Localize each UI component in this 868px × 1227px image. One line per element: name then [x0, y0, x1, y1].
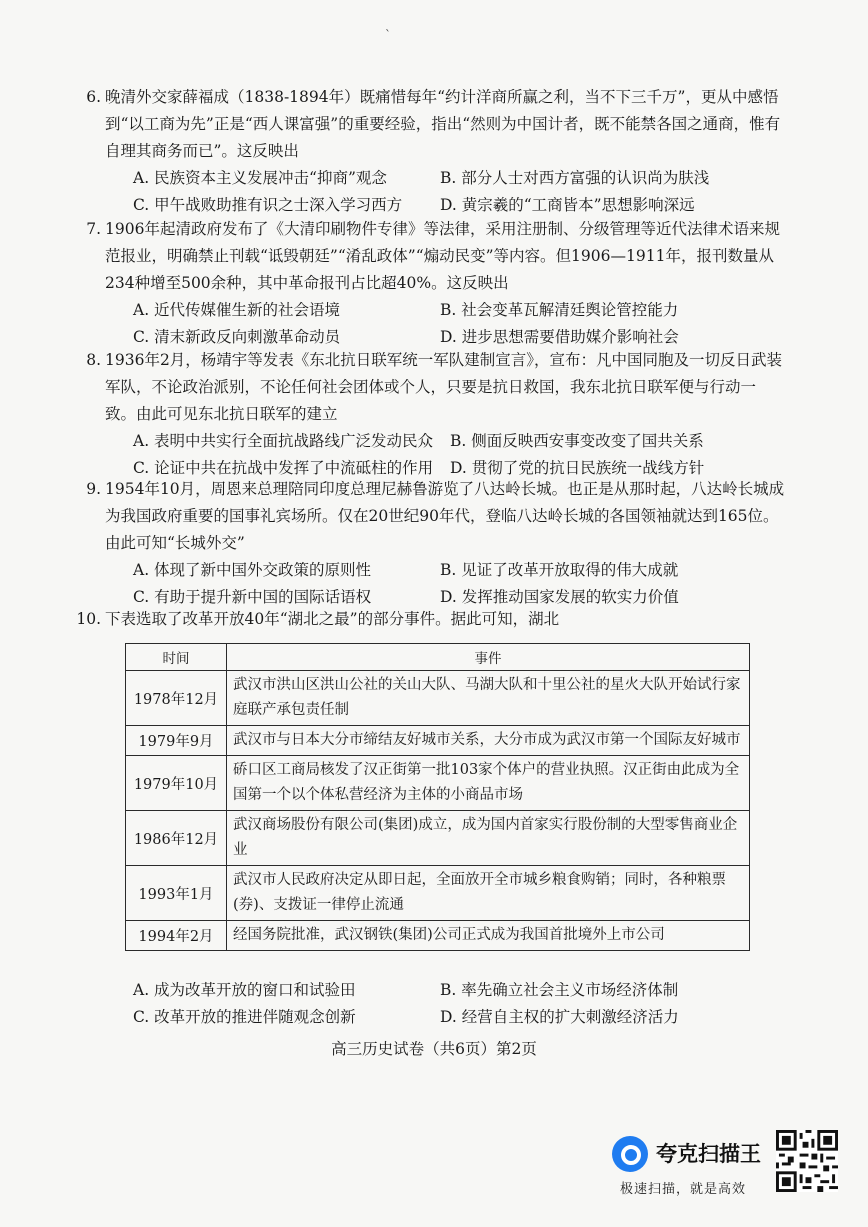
option-b[interactable]: B. 侧面反映西安事变改变了国共关系 — [450, 432, 704, 450]
option-c[interactable]: C. 清末新政反向刺激革命动员 — [133, 328, 341, 346]
table-row — [126, 811, 750, 866]
question-10 — [76, 606, 785, 633]
cell-event: 经国务院批准，武汉钢铁(集团)公司正式成为我国首批境外上市公司 — [227, 921, 750, 951]
cell-time: 1994年2月 — [126, 921, 227, 951]
question-10-options — [105, 977, 785, 1031]
option-c[interactable]: C. 甲午战败助推有识之士深入学习西方 — [133, 196, 403, 214]
table-row — [126, 671, 750, 726]
header-event: 事件 — [227, 644, 750, 671]
cell-event: 武汉市与日本大分市缔结友好城市关系，大分市成为武汉市第一个国际友好城市 — [227, 726, 750, 756]
table-row — [126, 756, 750, 811]
cell-time: 1986年12月 — [126, 811, 227, 866]
question-number: 8. — [86, 351, 101, 369]
option-d[interactable]: D. 黄宗羲的“工商皆本”思想影响深远 — [440, 196, 695, 214]
option-d[interactable]: D. 发挥推动国家发展的软实力价值 — [440, 588, 679, 606]
cell-time: 1978年12月 — [126, 671, 227, 726]
brand-slogan: 极速扫描，就是高效 — [620, 1182, 747, 1197]
question-7 — [86, 216, 785, 351]
option-b[interactable]: B. 见证了改革开放取得的伟大成就 — [440, 561, 679, 579]
option-a[interactable]: A. 民族资本主义发展冲击“抑商”观念 — [133, 169, 387, 187]
question-9 — [86, 476, 785, 611]
page-footer: 高三历史试卷（共6页）第2页 — [331, 1040, 537, 1058]
question-number: 9. — [86, 480, 101, 498]
option-c[interactable]: C. 论证中共在抗战中发挥了中流砥柱的作用 — [133, 459, 434, 477]
question-6 — [86, 84, 785, 219]
question-number: 6. — [86, 88, 101, 106]
cell-event: 武汉市人民政府决定从即日起，全面放开全市城乡粮食购销；同时，各种粮票(券)、支拨证一律停止流通 — [227, 866, 750, 921]
question-stem: 1954年10月，周恩来总理陪同印度总理尼赫鲁游览了八达岭长城。也正是从那时起，八达岭长城成为我国政府重要的国事礼宾场所。仅在20世纪90年代，登临八达岭长城的各国领袖就达到165位。由此可知“长城外交” — [105, 480, 785, 552]
question-stem: 晚清外交家薛福成（1838-1894年）既痛惜每年“约计洋商所赢之利，当不下三千万”，更从中感悟到“以工商为先”正是“西人课富强”的重要经验，指出“然则为中国计者，既不能禁各国之通商，惟有自理其商务而已”。这反映出 — [105, 88, 781, 160]
option-d[interactable]: D. 贯彻了党的抗日民族统一战线方针 — [450, 459, 705, 477]
header-time: 时间 — [126, 644, 227, 671]
table-header-row — [126, 644, 750, 671]
options — [105, 428, 785, 482]
option-a[interactable]: A. 成为改革开放的窗口和试验田 — [133, 981, 356, 999]
question-stem: 下表选取了改革开放40年“湖北之最”的部分事件。据此可知，湖北 — [105, 610, 560, 628]
options — [105, 977, 785, 1031]
question-8 — [86, 347, 785, 482]
options — [105, 297, 785, 351]
option-c[interactable]: C. 有助于提升新中国的国际话语权 — [133, 588, 372, 606]
brand-name: 夸克扫描王 — [656, 1142, 761, 1166]
option-b[interactable]: B. 社会变革瓦解清廷舆论管控能力 — [440, 301, 679, 319]
table-row — [126, 726, 750, 756]
qr-code-icon — [776, 1130, 838, 1192]
table-row — [126, 921, 750, 951]
scanner-watermark — [612, 1130, 782, 1200]
option-a[interactable]: A. 近代传媒催生新的社会语境 — [133, 301, 341, 319]
options — [105, 557, 785, 611]
table-row — [126, 866, 750, 921]
question-stem: 1906年起清政府发布了《大清印刷物件专律》等法律，采用注册制、分级管理等近代法律术语来规范报业，明确禁止刊载“诋毁朝廷”“淆乱政体”“煽动民变”等内容。但1906—1911年，报刊数量从234种增至500余种，其中革命报刊占比超40%。这反映出 — [105, 220, 780, 292]
option-a[interactable]: A. 表明中共实行全面抗战路线广泛发动民众 — [133, 432, 434, 450]
question-number: 10. — [76, 610, 101, 628]
cell-time: 1993年1月 — [126, 866, 227, 921]
option-b[interactable]: B. 率先确立社会主义市场经济体制 — [440, 981, 679, 999]
option-b[interactable]: B. 部分人士对西方富强的认识尚为肤浅 — [440, 169, 710, 187]
cell-event: 武汉商场股份有限公司(集团)成立，成为国内首家实行股份制的大型零售商业企业 — [227, 811, 750, 866]
options — [105, 165, 785, 219]
quark-logo-icon — [612, 1136, 648, 1172]
question-number: 7. — [86, 220, 101, 238]
events-table — [125, 643, 750, 951]
option-a[interactable]: A. 体现了新中国外交政策的原则性 — [133, 561, 372, 579]
cell-event: 武汉市洪山区洪山公社的关山大队、马湖大队和十里公社的星火大队开始试行家庭联产承包责任制 — [227, 671, 750, 726]
cell-time: 1979年9月 — [126, 726, 227, 756]
option-d[interactable]: D. 经营自主权的扩大刺激经济活力 — [440, 1008, 679, 1026]
cell-event: 硚口区工商局核发了汉正街第一批103家个体户的营业执照。汉正街由此成为全国第一个以个体私营经济为主体的小商品市场 — [227, 756, 750, 811]
option-c[interactable]: C. 改革开放的推进伴随观念创新 — [133, 1008, 356, 1026]
cell-time: 1979年10月 — [126, 756, 227, 811]
scan-mark: ` — [385, 28, 391, 42]
option-d[interactable]: D. 进步思想需要借助媒介影响社会 — [440, 328, 679, 346]
question-stem: 1936年2月，杨靖宇等发表《东北抗日联军统一军队建制宣言》，宣布：凡中国同胞及一切反日武装军队，不论政治派别，不论任何社会团体或个人，只要是抗日救国，我东北抗日联军便与行动一致。由此可见东北抗日联军的建立 — [105, 351, 783, 423]
